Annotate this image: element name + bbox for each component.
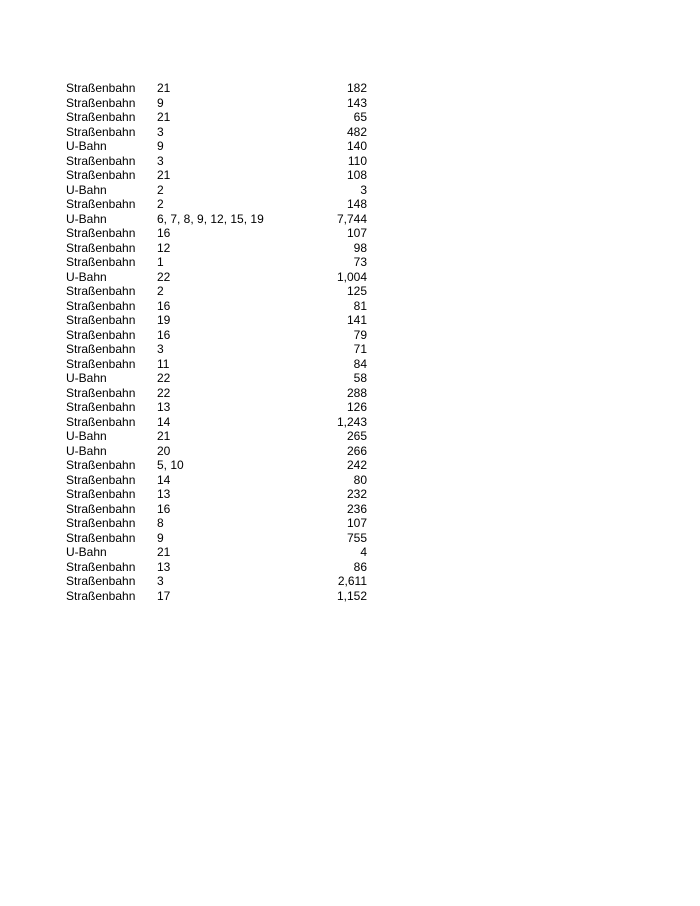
count-cell: 1,243 — [336, 414, 367, 429]
line-numbers-cell: 22 — [157, 371, 171, 385]
line-numbers-cell: 8 — [157, 516, 164, 530]
table-row — [66, 342, 367, 357]
line-numbers-cell: 13 — [157, 559, 171, 574]
count-cell: 266 — [346, 443, 367, 458]
vehicle-type-cell: Straßenbahn — [66, 342, 136, 356]
vehicle-type-cell: U-Bahn — [66, 429, 107, 443]
line-numbers-cell: 21 — [157, 545, 171, 559]
vehicle-type-cell: Straßenbahn — [66, 226, 136, 240]
line-numbers-cell: 1 — [157, 255, 164, 269]
line-numbers-cell: 13 — [157, 400, 171, 414]
table-row — [66, 284, 367, 299]
line-numbers-cell: 2 — [157, 284, 164, 298]
count-cell: 86 — [353, 559, 367, 574]
line-numbers-cell: 14 — [157, 414, 171, 429]
vehicle-type-cell: U-Bahn — [66, 211, 107, 226]
count-cell: 288 — [346, 385, 367, 400]
line-numbers-cell: 3 — [157, 574, 164, 588]
line-numbers-cell: 21 — [157, 110, 171, 124]
count-cell: 755 — [346, 530, 367, 545]
vehicle-type-cell: Straßenbahn — [66, 458, 136, 472]
count-cell: 1,152 — [336, 588, 367, 603]
line-numbers-cell: 3 — [157, 124, 164, 139]
count-cell: 148 — [346, 197, 367, 211]
line-numbers-cell: 16 — [157, 298, 171, 313]
table-row — [66, 125, 367, 140]
line-numbers-cell: 19 — [157, 313, 171, 327]
table-row — [66, 226, 367, 241]
line-numbers-cell: 9 — [157, 139, 164, 153]
table-row — [66, 458, 367, 473]
vehicle-type-cell: Straßenbahn — [66, 255, 136, 269]
count-cell: 58 — [353, 371, 367, 385]
table-row — [66, 139, 367, 154]
count-cell: 107 — [346, 516, 367, 530]
vehicle-type-cell: Straßenbahn — [66, 516, 136, 530]
vehicle-type-cell: Straßenbahn — [66, 168, 136, 182]
table-row — [66, 487, 367, 502]
vehicle-type-cell: Straßenbahn — [66, 197, 136, 211]
line-numbers-cell: 21 — [157, 168, 171, 182]
count-cell: 71 — [353, 342, 367, 356]
line-numbers-cell: 9 — [157, 95, 164, 110]
table-row — [66, 386, 367, 401]
table-row — [66, 545, 367, 560]
table-row — [66, 255, 367, 270]
count-cell: 65 — [353, 110, 367, 124]
line-numbers-cell: 2 — [157, 182, 164, 197]
table-row — [66, 96, 367, 111]
count-cell: 108 — [346, 168, 367, 182]
table-row — [66, 589, 367, 604]
table-row — [66, 299, 367, 314]
table-row — [66, 183, 367, 198]
vehicle-type-cell: Straßenbahn — [66, 559, 136, 574]
line-numbers-cell: 21 — [157, 429, 171, 443]
table-row — [66, 400, 367, 415]
table-row — [66, 444, 367, 459]
table-row — [66, 502, 367, 517]
table-row — [66, 531, 367, 546]
table-row — [66, 110, 367, 125]
vehicle-type-cell: Straßenbahn — [66, 385, 136, 400]
count-cell: 1,004 — [336, 269, 367, 284]
vehicle-type-cell: Straßenbahn — [66, 110, 136, 124]
table-row — [66, 241, 367, 256]
line-numbers-cell: 20 — [157, 443, 171, 458]
vehicle-type-cell: Straßenbahn — [66, 95, 136, 110]
count-cell: 80 — [353, 472, 367, 487]
vehicle-type-cell: Straßenbahn — [66, 284, 136, 298]
vehicle-type-cell: U-Bahn — [66, 371, 107, 385]
table-row — [66, 357, 367, 372]
data-table — [66, 81, 367, 603]
count-cell: 126 — [346, 400, 367, 414]
line-numbers-cell: 22 — [157, 385, 171, 400]
count-cell: 182 — [346, 81, 367, 95]
table-row — [66, 81, 367, 96]
table-body — [66, 81, 367, 603]
table-row — [66, 197, 367, 212]
table-row — [66, 168, 367, 183]
count-cell: 110 — [347, 153, 367, 168]
count-cell: 125 — [346, 284, 367, 298]
line-numbers-cell: 9 — [157, 530, 164, 545]
vehicle-type-cell: U-Bahn — [66, 139, 107, 153]
line-numbers-cell: 22 — [157, 269, 171, 284]
count-cell: 232 — [346, 487, 367, 501]
vehicle-type-cell: Straßenbahn — [66, 487, 136, 501]
line-numbers-cell: 16 — [157, 501, 171, 516]
count-cell: 73 — [353, 255, 367, 269]
vehicle-type-cell: Straßenbahn — [66, 356, 136, 371]
table-row — [66, 574, 367, 589]
count-cell: 107 — [346, 226, 367, 240]
vehicle-type-cell: Straßenbahn — [66, 414, 136, 429]
count-cell: 143 — [346, 95, 367, 110]
count-cell: 140 — [346, 139, 367, 153]
vehicle-type-cell: Straßenbahn — [66, 588, 136, 603]
vehicle-type-cell: Straßenbahn — [66, 298, 136, 313]
vehicle-type-cell: U-Bahn — [66, 443, 107, 458]
line-numbers-cell: 6, 7, 8, 9, 12, 15, 19 — [157, 211, 264, 226]
vehicle-type-cell: U-Bahn — [66, 269, 107, 284]
line-numbers-cell: 11 — [157, 356, 170, 371]
vehicle-type-cell: Straßenbahn — [66, 472, 136, 487]
line-numbers-cell: 21 — [157, 81, 171, 95]
line-numbers-cell: 16 — [157, 226, 171, 240]
table-row — [66, 415, 367, 430]
count-cell: 4 — [360, 545, 367, 559]
count-cell: 2,611 — [337, 574, 367, 588]
count-cell: 265 — [346, 429, 367, 443]
table-row — [66, 473, 367, 488]
count-cell: 236 — [346, 501, 367, 516]
vehicle-type-cell: Straßenbahn — [66, 400, 136, 414]
vehicle-type-cell: Straßenbahn — [66, 240, 136, 255]
line-numbers-cell: 2 — [157, 197, 164, 211]
vehicle-type-cell: Straßenbahn — [66, 530, 136, 545]
line-numbers-cell: 16 — [157, 327, 171, 342]
line-numbers-cell: 13 — [157, 487, 171, 501]
table-row — [66, 154, 367, 169]
vehicle-type-cell: Straßenbahn — [66, 81, 136, 95]
line-numbers-cell: 3 — [157, 153, 164, 168]
count-cell: 7,744 — [336, 211, 367, 226]
line-numbers-cell: 14 — [157, 472, 171, 487]
count-cell: 242 — [346, 458, 367, 472]
vehicle-type-cell: U-Bahn — [66, 545, 107, 559]
count-cell: 3 — [360, 182, 367, 197]
table-row — [66, 516, 367, 531]
vehicle-type-cell: Straßenbahn — [66, 574, 136, 588]
table-row — [66, 313, 367, 328]
line-numbers-cell: 17 — [157, 588, 171, 603]
table-row — [66, 328, 367, 343]
line-numbers-cell: 5, 10 — [157, 458, 184, 472]
table-row — [66, 429, 367, 444]
count-cell: 98 — [353, 240, 367, 255]
count-cell: 141 — [346, 313, 367, 327]
vehicle-type-cell: Straßenbahn — [66, 327, 136, 342]
count-cell: 81 — [353, 298, 367, 313]
vehicle-type-cell: Straßenbahn — [66, 153, 136, 168]
vehicle-type-cell: U-Bahn — [66, 182, 107, 197]
count-cell: 84 — [353, 356, 367, 371]
vehicle-type-cell: Straßenbahn — [66, 124, 136, 139]
count-cell: 482 — [346, 124, 367, 139]
count-cell: 79 — [353, 327, 367, 342]
line-numbers-cell: 12 — [157, 240, 171, 255]
table-row — [66, 270, 367, 285]
table-row — [66, 560, 367, 575]
table-row — [66, 212, 367, 227]
table-row — [66, 371, 367, 386]
vehicle-type-cell: Straßenbahn — [66, 501, 136, 516]
line-numbers-cell: 3 — [157, 342, 164, 356]
vehicle-type-cell: Straßenbahn — [66, 313, 136, 327]
